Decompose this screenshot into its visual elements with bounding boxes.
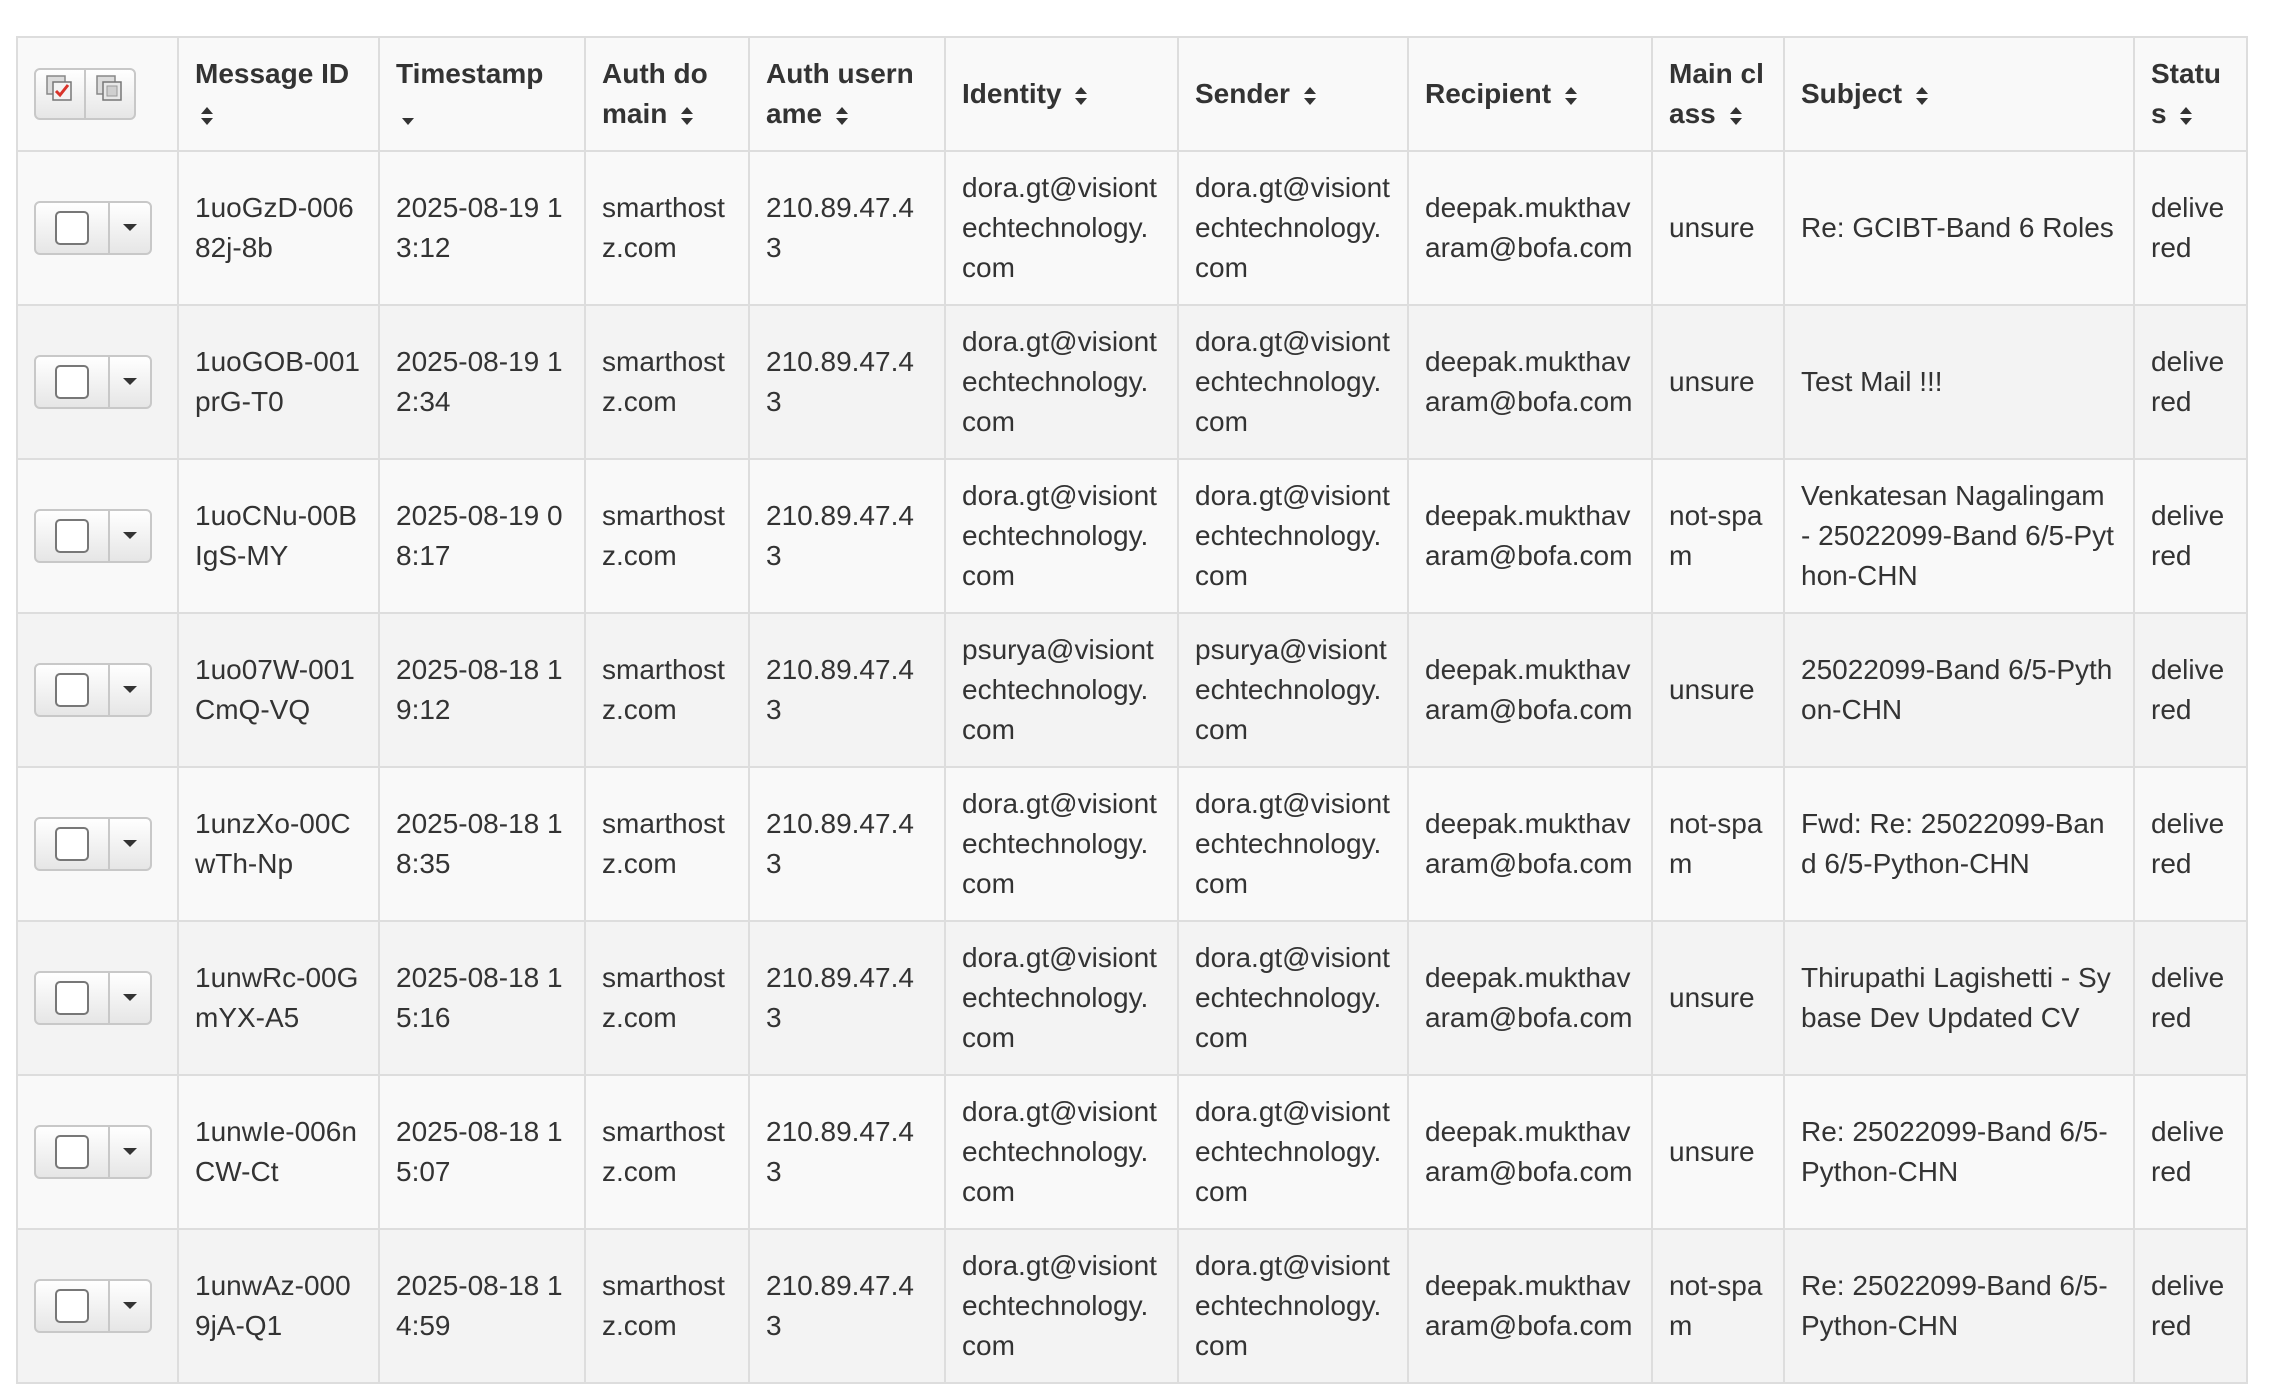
row-actions-dropdown[interactable] (108, 203, 150, 253)
caret-down-icon (123, 840, 137, 847)
cell-identity: dora.gt@visiontechtechnology.com (945, 305, 1178, 459)
cell-auth-domain: smarthostz.com (585, 767, 749, 921)
sort-both-icon (679, 104, 695, 128)
cell-sender: dora.gt@visiontechtechnology.com (1178, 305, 1408, 459)
row-checkbox[interactable] (36, 973, 108, 1023)
checkbox-icon (55, 365, 89, 399)
cell-auth-domain: smarthostz.com (585, 305, 749, 459)
caret-down-icon (123, 686, 137, 693)
cell-main-class: unsure (1652, 613, 1784, 767)
cell-sender: dora.gt@visiontechtechnology.com (1178, 767, 1408, 921)
row-checkbox[interactable] (36, 665, 108, 715)
table-row[interactable] (17, 921, 2247, 1075)
row-checkbox[interactable] (36, 819, 108, 869)
column-header-timestamp[interactable] (379, 37, 585, 151)
cell-auth-domain: smarthostz.com (585, 1229, 749, 1383)
column-label: Auth username (766, 58, 914, 129)
row-actions-dropdown[interactable] (108, 511, 150, 561)
row-select-split-button (34, 817, 152, 871)
sort-both-icon (2178, 104, 2194, 128)
row-select-cell (17, 613, 178, 767)
row-actions-dropdown[interactable] (108, 1127, 150, 1177)
cell-sender: dora.gt@visiontechtechnology.com (1178, 921, 1408, 1075)
cell-status: delivered (2134, 459, 2247, 613)
column-label: Recipient (1425, 78, 1552, 109)
cell-timestamp: 2025-08-18 14:59 (379, 1229, 585, 1383)
row-select-cell (17, 1229, 178, 1383)
column-label: Subject (1801, 78, 1903, 109)
column-label: Identity (962, 78, 1062, 109)
cell-status: delivered (2134, 1229, 2247, 1383)
cell-subject: 25022099-Band 6/5-Python-CHN (1784, 613, 2134, 767)
row-actions-dropdown[interactable] (108, 357, 150, 407)
cell-auth-username: 210.89.47.43 (749, 151, 945, 305)
cell-recipient: deepak.mukthavaram@bofa.com (1408, 767, 1652, 921)
cell-main-class: unsure (1652, 151, 1784, 305)
checkbox-icon (55, 1135, 89, 1169)
cell-main-class: unsure (1652, 921, 1784, 1075)
row-select-split-button (34, 1279, 152, 1333)
caret-down-icon (123, 532, 137, 539)
cell-auth-username: 210.89.47.43 (749, 305, 945, 459)
cell-status: delivered (2134, 767, 2247, 921)
row-select-cell (17, 305, 178, 459)
cell-status: delivered (2134, 305, 2247, 459)
column-label: Status (2151, 58, 2221, 129)
row-checkbox[interactable] (36, 1127, 108, 1177)
cell-message-id: 1unwAz-0009jA-Q1 (178, 1229, 379, 1383)
bulk-select-group (34, 68, 136, 120)
cell-main-class: unsure (1652, 1075, 1784, 1229)
checkbox-icon (55, 1289, 89, 1323)
caret-down-icon (123, 994, 137, 1001)
cell-subject: Re: 25022099-Band 6/5-Python-CHN (1784, 1075, 2134, 1229)
cell-status: delivered (2134, 1075, 2247, 1229)
cell-message-id: 1unwRc-00GmYX-A5 (178, 921, 379, 1075)
row-checkbox[interactable] (36, 357, 108, 407)
column-header-sender[interactable] (1178, 37, 1408, 151)
select-all-button[interactable] (36, 70, 84, 118)
sort-both-icon (199, 104, 215, 128)
table-row[interactable] (17, 1075, 2247, 1229)
column-label: Message ID (195, 58, 350, 89)
cell-subject: Re: GCIBT-Band 6 Roles (1784, 151, 2134, 305)
cell-recipient: deepak.mukthavaram@bofa.com (1408, 613, 1652, 767)
cell-message-id: 1uoCNu-00BIgS-MY (178, 459, 379, 613)
row-select-split-button (34, 201, 152, 255)
cell-subject: Venkatesan Nagalingam - 25022099-Band 6/5-Python-CHN (1784, 459, 2134, 613)
cell-recipient: deepak.mukthavaram@bofa.com (1408, 1075, 1652, 1229)
table-row[interactable] (17, 767, 2247, 921)
cell-main-class: not-spam (1652, 459, 1784, 613)
row-actions-dropdown[interactable] (108, 1281, 150, 1331)
cell-auth-username: 210.89.47.43 (749, 613, 945, 767)
table-row[interactable] (17, 1229, 2247, 1383)
column-header-status[interactable] (2134, 37, 2247, 151)
row-actions-dropdown[interactable] (108, 665, 150, 715)
cell-message-id: 1unwIe-006nCW-Ct (178, 1075, 379, 1229)
caret-down-icon (123, 1148, 137, 1155)
column-label: Auth domain (602, 58, 708, 129)
column-header-recipient[interactable] (1408, 37, 1652, 151)
cell-subject: Re: 25022099-Band 6/5-Python-CHN (1784, 1229, 2134, 1383)
cell-auth-username: 210.89.47.43 (749, 459, 945, 613)
cell-recipient: deepak.mukthavaram@bofa.com (1408, 151, 1652, 305)
caret-down-icon (123, 378, 137, 385)
row-select-cell (17, 1075, 178, 1229)
cell-timestamp: 2025-08-18 15:07 (379, 1075, 585, 1229)
bulk-select-header (17, 37, 178, 151)
cell-auth-domain: smarthostz.com (585, 151, 749, 305)
column-header-auth-username[interactable] (749, 37, 945, 151)
table-row[interactable] (17, 613, 2247, 767)
row-checkbox[interactable] (36, 1281, 108, 1331)
column-header-auth-domain[interactable] (585, 37, 749, 151)
sort-both-icon (1302, 84, 1318, 108)
checkbox-icon (55, 673, 89, 707)
cell-timestamp: 2025-08-19 08:17 (379, 459, 585, 613)
table-row[interactable] (17, 151, 2247, 305)
cell-main-class: unsure (1652, 305, 1784, 459)
caret-down-icon (123, 224, 137, 231)
row-select-cell (17, 151, 178, 305)
message-log-table (16, 36, 2248, 1384)
cell-message-id: 1uoGOB-001prG-T0 (178, 305, 379, 459)
row-select-split-button (34, 663, 152, 717)
column-label: Main class (1669, 58, 1764, 129)
cell-recipient: deepak.mukthavaram@bofa.com (1408, 305, 1652, 459)
cell-subject: Thirupathi Lagishetti - Sybase Dev Updated CV (1784, 921, 2134, 1075)
cell-identity: dora.gt@visiontechtechnology.com (945, 1075, 1178, 1229)
cell-auth-username: 210.89.47.43 (749, 1229, 945, 1383)
row-checkbox[interactable] (36, 203, 108, 253)
cell-subject: Test Mail !!! (1784, 305, 2134, 459)
row-select-cell (17, 767, 178, 921)
cell-auth-username: 210.89.47.43 (749, 1075, 945, 1229)
sort-both-icon (1563, 84, 1579, 108)
cell-status: delivered (2134, 613, 2247, 767)
cell-subject: Fwd: Re: 25022099-Band 6/5-Python-CHN (1784, 767, 2134, 921)
cell-recipient: deepak.mukthavaram@bofa.com (1408, 1229, 1652, 1383)
cell-auth-username: 210.89.47.43 (749, 921, 945, 1075)
checkbox-icon (55, 827, 89, 861)
table-header-row (17, 37, 2247, 151)
sort-both-icon (1728, 104, 1744, 128)
cell-identity: dora.gt@visiontechtechnology.com (945, 921, 1178, 1075)
message-log-table-container (16, 36, 2246, 1384)
cell-timestamp: 2025-08-19 12:34 (379, 305, 585, 459)
cell-sender: dora.gt@visiontechtechnology.com (1178, 1075, 1408, 1229)
row-select-split-button (34, 509, 152, 563)
cell-auth-domain: smarthostz.com (585, 613, 749, 767)
cell-timestamp: 2025-08-18 15:16 (379, 921, 585, 1075)
row-actions-dropdown[interactable] (108, 819, 150, 869)
cell-recipient: deepak.mukthavaram@bofa.com (1408, 459, 1652, 613)
cell-message-id: 1uo07W-001CmQ-VQ (178, 613, 379, 767)
cell-sender: dora.gt@visiontechtechnology.com (1178, 1229, 1408, 1383)
cell-main-class: not-spam (1652, 1229, 1784, 1383)
column-label: Timestamp (396, 58, 544, 89)
cell-auth-username: 210.89.47.43 (749, 767, 945, 921)
row-select-cell (17, 459, 178, 613)
select-all-icon (45, 74, 75, 115)
deselect-all-icon (95, 74, 125, 115)
cell-message-id: 1unzXo-00CwTh-Np (178, 767, 379, 921)
deselect-all-button[interactable] (84, 70, 134, 118)
sort-both-icon (1073, 84, 1089, 108)
cell-timestamp: 2025-08-18 19:12 (379, 613, 585, 767)
column-header-subject[interactable] (1784, 37, 2134, 151)
cell-auth-domain: smarthostz.com (585, 1075, 749, 1229)
checkbox-icon (55, 211, 89, 245)
cell-auth-domain: smarthostz.com (585, 921, 749, 1075)
table-body (17, 151, 2247, 1383)
cell-sender: psurya@visiontechtechnology.com (1178, 613, 1408, 767)
cell-timestamp: 2025-08-18 18:35 (379, 767, 585, 921)
row-select-split-button (34, 1125, 152, 1179)
sort-both-icon (1914, 84, 1930, 108)
cell-main-class: not-spam (1652, 767, 1784, 921)
row-actions-dropdown[interactable] (108, 973, 150, 1023)
cell-identity: dora.gt@visiontechtechnology.com (945, 767, 1178, 921)
cell-status: delivered (2134, 921, 2247, 1075)
row-select-split-button (34, 971, 152, 1025)
caret-down-icon (123, 1302, 137, 1309)
table-row[interactable] (17, 305, 2247, 459)
row-select-split-button (34, 355, 152, 409)
checkbox-icon (55, 519, 89, 553)
cell-status: delivered (2134, 151, 2247, 305)
cell-identity: dora.gt@visiontechtechnology.com (945, 151, 1178, 305)
column-header-main-class[interactable] (1652, 37, 1784, 151)
cell-sender: dora.gt@visiontechtechnology.com (1178, 459, 1408, 613)
cell-sender: dora.gt@visiontechtechnology.com (1178, 151, 1408, 305)
sort-both-icon (834, 104, 850, 128)
column-header-identity[interactable] (945, 37, 1178, 151)
cell-identity: dora.gt@visiontechtechnology.com (945, 1229, 1178, 1383)
checkbox-icon (55, 981, 89, 1015)
cell-auth-domain: smarthostz.com (585, 459, 749, 613)
cell-identity: psurya@visiontechtechnology.com (945, 613, 1178, 767)
cell-identity: dora.gt@visiontechtechnology.com (945, 459, 1178, 613)
cell-recipient: deepak.mukthavaram@bofa.com (1408, 921, 1652, 1075)
cell-timestamp: 2025-08-19 13:12 (379, 151, 585, 305)
row-select-cell (17, 921, 178, 1075)
cell-message-id: 1uoGzD-00682j-8b (178, 151, 379, 305)
row-checkbox[interactable] (36, 511, 108, 561)
column-header-message-id[interactable] (178, 37, 379, 151)
table-row[interactable] (17, 459, 2247, 613)
column-label: Sender (1195, 78, 1290, 109)
sort-descending-icon (400, 104, 416, 128)
